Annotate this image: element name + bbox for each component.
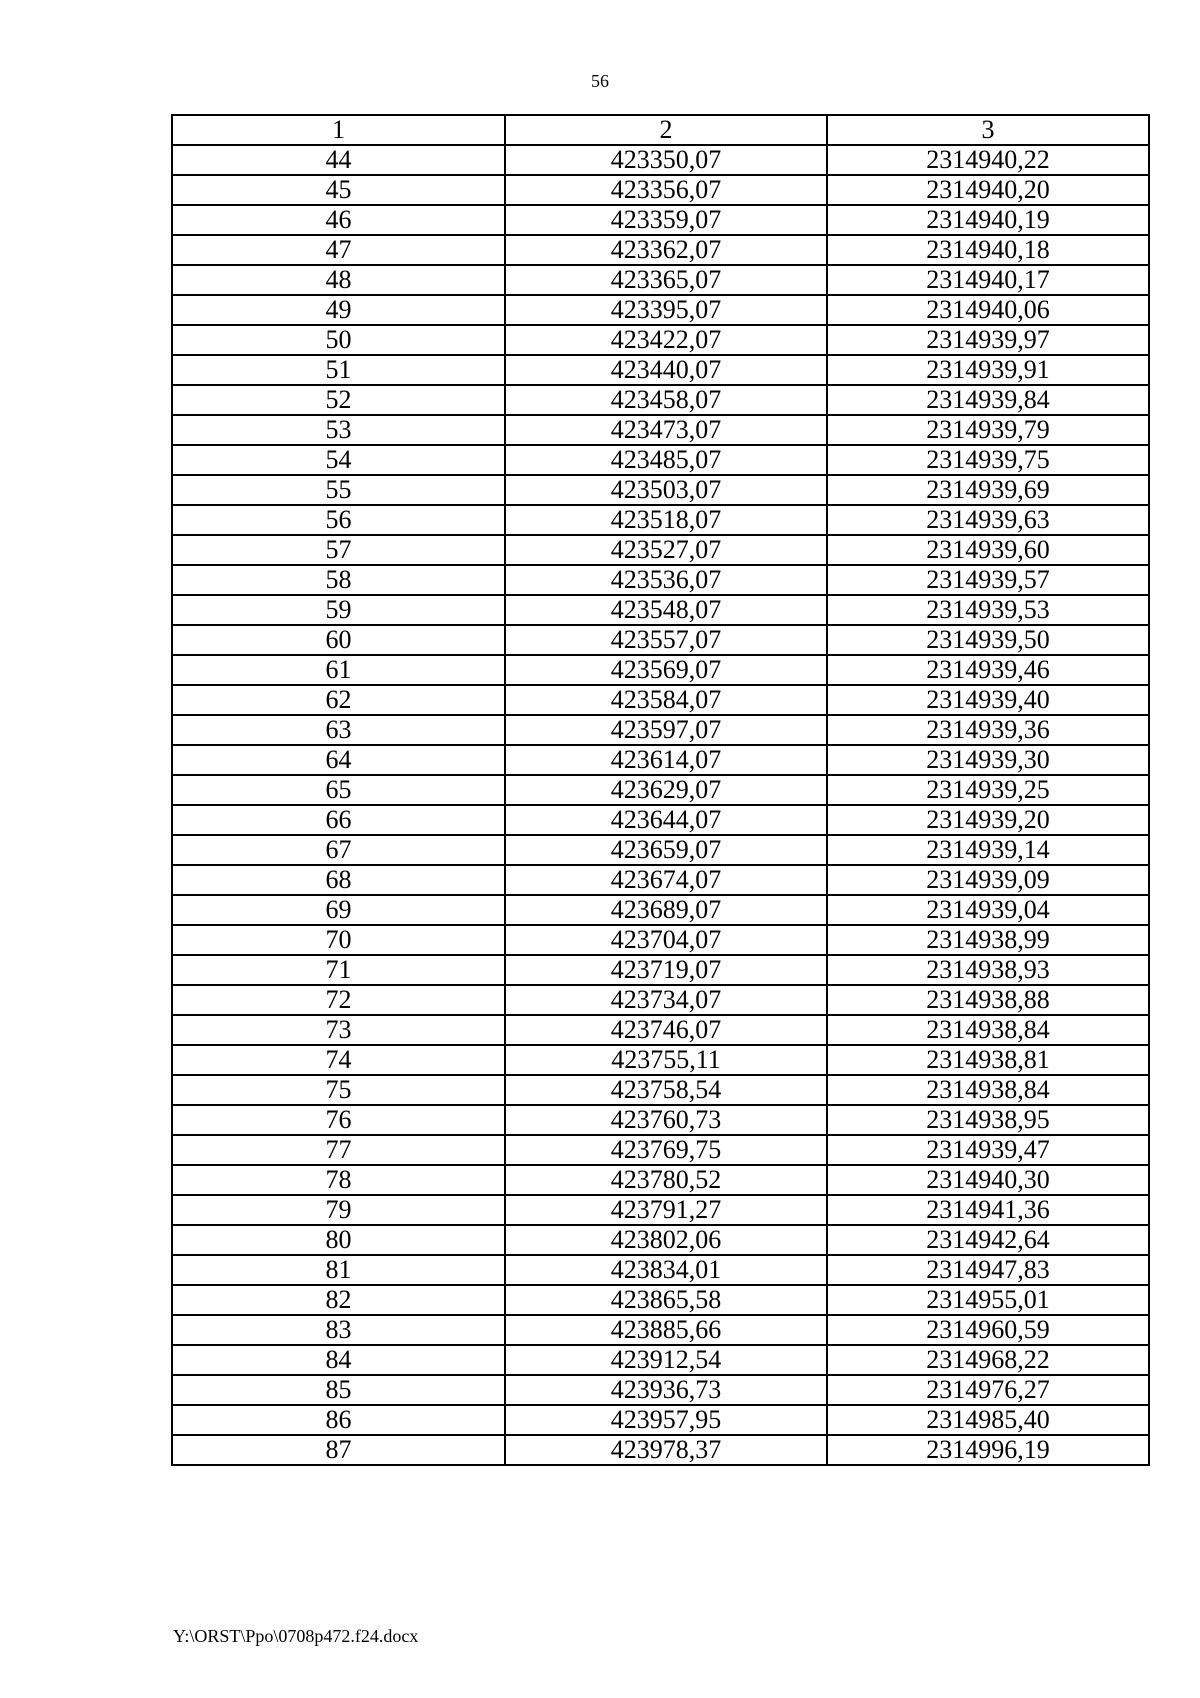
x-coordinate-cell: 423957,95 — [505, 1405, 827, 1435]
x-coordinate-cell: 423527,07 — [505, 535, 827, 565]
table-row — [172, 505, 1149, 535]
x-coordinate-cell: 423584,07 — [505, 685, 827, 715]
table-header-row — [172, 115, 1149, 145]
page-number: 56 — [591, 71, 609, 91]
point-number-cell: 46 — [172, 205, 505, 235]
y-coordinate-cell: 2314938,93 — [827, 955, 1149, 985]
x-coordinate-cell: 423614,07 — [505, 745, 827, 775]
point-number-cell: 76 — [172, 1105, 505, 1135]
x-coordinate-cell: 423674,07 — [505, 865, 827, 895]
x-coordinate-cell: 423485,07 — [505, 445, 827, 475]
y-coordinate-cell: 2314939,25 — [827, 775, 1149, 805]
point-number-cell: 65 — [172, 775, 505, 805]
point-number-cell: 77 — [172, 1135, 505, 1165]
point-number-cell: 50 — [172, 325, 505, 355]
x-coordinate-cell: 423734,07 — [505, 985, 827, 1015]
x-coordinate-cell: 423834,01 — [505, 1255, 827, 1285]
table-row — [172, 535, 1149, 565]
y-coordinate-cell: 2314940,30 — [827, 1165, 1149, 1195]
point-number-cell: 75 — [172, 1075, 505, 1105]
table-row — [172, 1405, 1149, 1435]
x-coordinate-cell: 423422,07 — [505, 325, 827, 355]
x-coordinate-cell: 423597,07 — [505, 715, 827, 745]
point-number-cell: 51 — [172, 355, 505, 385]
point-number-cell: 68 — [172, 865, 505, 895]
column-header-2: 2 — [505, 115, 827, 145]
y-coordinate-cell: 2314947,83 — [827, 1255, 1149, 1285]
y-coordinate-cell: 2314939,91 — [827, 355, 1149, 385]
x-coordinate-cell: 423704,07 — [505, 925, 827, 955]
column-header-1: 1 — [172, 115, 505, 145]
table-row — [172, 1075, 1149, 1105]
point-number-cell: 73 — [172, 1015, 505, 1045]
point-number-cell: 58 — [172, 565, 505, 595]
point-number-cell: 84 — [172, 1345, 505, 1375]
x-coordinate-cell: 423458,07 — [505, 385, 827, 415]
y-coordinate-cell: 2314941,36 — [827, 1195, 1149, 1225]
x-coordinate-cell: 423865,58 — [505, 1285, 827, 1315]
y-coordinate-cell: 2314939,30 — [827, 745, 1149, 775]
y-coordinate-cell: 2314939,50 — [827, 625, 1149, 655]
point-number-cell: 87 — [172, 1435, 505, 1465]
x-coordinate-cell: 423362,07 — [505, 235, 827, 265]
point-number-cell: 59 — [172, 595, 505, 625]
coordinates-table-body — [172, 115, 1149, 1465]
table-row — [172, 175, 1149, 205]
y-coordinate-cell: 2314939,53 — [827, 595, 1149, 625]
table-row — [172, 1135, 1149, 1165]
point-number-cell: 85 — [172, 1375, 505, 1405]
y-coordinate-cell: 2314939,79 — [827, 415, 1149, 445]
y-coordinate-cell: 2314939,14 — [827, 835, 1149, 865]
x-coordinate-cell: 423359,07 — [505, 205, 827, 235]
x-coordinate-cell: 423395,07 — [505, 295, 827, 325]
y-coordinate-cell: 2314985,40 — [827, 1405, 1149, 1435]
table-row — [172, 805, 1149, 835]
table-row — [172, 145, 1149, 175]
x-coordinate-cell: 423885,66 — [505, 1315, 827, 1345]
table-row — [172, 865, 1149, 895]
table-row — [172, 205, 1149, 235]
y-coordinate-cell: 2314939,75 — [827, 445, 1149, 475]
y-coordinate-cell: 2314940,18 — [827, 235, 1149, 265]
table-row — [172, 955, 1149, 985]
point-number-cell: 71 — [172, 955, 505, 985]
table-row — [172, 715, 1149, 745]
point-number-cell: 78 — [172, 1165, 505, 1195]
table-row — [172, 745, 1149, 775]
point-number-cell: 83 — [172, 1315, 505, 1345]
x-coordinate-cell: 423760,73 — [505, 1105, 827, 1135]
y-coordinate-cell: 2314996,19 — [827, 1435, 1149, 1465]
table-row — [172, 1375, 1149, 1405]
point-number-cell: 52 — [172, 385, 505, 415]
y-coordinate-cell: 2314939,40 — [827, 685, 1149, 715]
point-number-cell: 49 — [172, 295, 505, 325]
x-coordinate-cell: 423536,07 — [505, 565, 827, 595]
y-coordinate-cell: 2314939,04 — [827, 895, 1149, 925]
x-coordinate-cell: 423769,75 — [505, 1135, 827, 1165]
table-row — [172, 565, 1149, 595]
coordinates-table — [171, 114, 1150, 1466]
x-coordinate-cell: 423356,07 — [505, 175, 827, 205]
y-coordinate-cell: 2314939,69 — [827, 475, 1149, 505]
table-row — [172, 1195, 1149, 1225]
x-coordinate-cell: 423659,07 — [505, 835, 827, 865]
y-coordinate-cell: 2314939,20 — [827, 805, 1149, 835]
x-coordinate-cell: 423758,54 — [505, 1075, 827, 1105]
y-coordinate-cell: 2314960,59 — [827, 1315, 1149, 1345]
x-coordinate-cell: 423719,07 — [505, 955, 827, 985]
table-row — [172, 835, 1149, 865]
point-number-cell: 45 — [172, 175, 505, 205]
point-number-cell: 56 — [172, 505, 505, 535]
point-number-cell: 48 — [172, 265, 505, 295]
x-coordinate-cell: 423350,07 — [505, 145, 827, 175]
y-coordinate-cell: 2314955,01 — [827, 1285, 1149, 1315]
y-coordinate-cell: 2314938,95 — [827, 1105, 1149, 1135]
x-coordinate-cell: 423689,07 — [505, 895, 827, 925]
y-coordinate-cell: 2314940,17 — [827, 265, 1149, 295]
y-coordinate-cell: 2314940,19 — [827, 205, 1149, 235]
point-number-cell: 72 — [172, 985, 505, 1015]
table-row — [172, 985, 1149, 1015]
table-row — [172, 1345, 1149, 1375]
table-row — [172, 265, 1149, 295]
y-coordinate-cell: 2314940,22 — [827, 145, 1149, 175]
y-coordinate-cell: 2314939,36 — [827, 715, 1149, 745]
table-row — [172, 685, 1149, 715]
table-row — [172, 1435, 1149, 1465]
y-coordinate-cell: 2314938,99 — [827, 925, 1149, 955]
x-coordinate-cell: 423503,07 — [505, 475, 827, 505]
y-coordinate-cell: 2314939,60 — [827, 535, 1149, 565]
point-number-cell: 57 — [172, 535, 505, 565]
table-row — [172, 1165, 1149, 1195]
x-coordinate-cell: 423473,07 — [505, 415, 827, 445]
table-row — [172, 895, 1149, 925]
y-coordinate-cell: 2314939,97 — [827, 325, 1149, 355]
table-row — [172, 1225, 1149, 1255]
point-number-cell: 66 — [172, 805, 505, 835]
x-coordinate-cell: 423978,37 — [505, 1435, 827, 1465]
x-coordinate-cell: 423644,07 — [505, 805, 827, 835]
y-coordinate-cell: 2314938,81 — [827, 1045, 1149, 1075]
table-row — [172, 445, 1149, 475]
x-coordinate-cell: 423791,27 — [505, 1195, 827, 1225]
table-row — [172, 1015, 1149, 1045]
point-number-cell: 54 — [172, 445, 505, 475]
x-coordinate-cell: 423557,07 — [505, 625, 827, 655]
point-number-cell: 82 — [172, 1285, 505, 1315]
table-row — [172, 1045, 1149, 1075]
point-number-cell: 53 — [172, 415, 505, 445]
point-number-cell: 64 — [172, 745, 505, 775]
x-coordinate-cell: 423802,06 — [505, 1225, 827, 1255]
y-coordinate-cell: 2314940,20 — [827, 175, 1149, 205]
table-row — [172, 325, 1149, 355]
point-number-cell: 61 — [172, 655, 505, 685]
x-coordinate-cell: 423440,07 — [505, 355, 827, 385]
x-coordinate-cell: 423365,07 — [505, 265, 827, 295]
x-coordinate-cell: 423912,54 — [505, 1345, 827, 1375]
point-number-cell: 79 — [172, 1195, 505, 1225]
table-row — [172, 1105, 1149, 1135]
x-coordinate-cell: 423548,07 — [505, 595, 827, 625]
table-row — [172, 1255, 1149, 1285]
y-coordinate-cell: 2314938,84 — [827, 1075, 1149, 1105]
table-row — [172, 1285, 1149, 1315]
y-coordinate-cell: 2314940,06 — [827, 295, 1149, 325]
table-row — [172, 475, 1149, 505]
y-coordinate-cell: 2314939,63 — [827, 505, 1149, 535]
x-coordinate-cell: 423780,52 — [505, 1165, 827, 1195]
table-row — [172, 385, 1149, 415]
y-coordinate-cell: 2314938,84 — [827, 1015, 1149, 1045]
x-coordinate-cell: 423569,07 — [505, 655, 827, 685]
x-coordinate-cell: 423629,07 — [505, 775, 827, 805]
point-number-cell: 67 — [172, 835, 505, 865]
table-row — [172, 625, 1149, 655]
point-number-cell: 69 — [172, 895, 505, 925]
table-row — [172, 295, 1149, 325]
x-coordinate-cell: 423755,11 — [505, 1045, 827, 1075]
y-coordinate-cell: 2314976,27 — [827, 1375, 1149, 1405]
table-row — [172, 415, 1149, 445]
x-coordinate-cell: 423936,73 — [505, 1375, 827, 1405]
point-number-cell: 86 — [172, 1405, 505, 1435]
table-row — [172, 595, 1149, 625]
y-coordinate-cell: 2314968,22 — [827, 1345, 1149, 1375]
point-number-cell: 80 — [172, 1225, 505, 1255]
y-coordinate-cell: 2314939,09 — [827, 865, 1149, 895]
point-number-cell: 70 — [172, 925, 505, 955]
y-coordinate-cell: 2314939,46 — [827, 655, 1149, 685]
y-coordinate-cell: 2314939,47 — [827, 1135, 1149, 1165]
point-number-cell: 44 — [172, 145, 505, 175]
table-row — [172, 775, 1149, 805]
point-number-cell: 81 — [172, 1255, 505, 1285]
point-number-cell: 55 — [172, 475, 505, 505]
column-header-3: 3 — [827, 115, 1149, 145]
table-row — [172, 1315, 1149, 1345]
y-coordinate-cell: 2314942,64 — [827, 1225, 1149, 1255]
y-coordinate-cell: 2314939,57 — [827, 565, 1149, 595]
y-coordinate-cell: 2314939,84 — [827, 385, 1149, 415]
x-coordinate-cell: 423746,07 — [505, 1015, 827, 1045]
table-row — [172, 925, 1149, 955]
y-coordinate-cell: 2314938,88 — [827, 985, 1149, 1015]
point-number-cell: 74 — [172, 1045, 505, 1075]
point-number-cell: 60 — [172, 625, 505, 655]
x-coordinate-cell: 423518,07 — [505, 505, 827, 535]
table-row — [172, 655, 1149, 685]
table-row — [172, 355, 1149, 385]
point-number-cell: 47 — [172, 235, 505, 265]
point-number-cell: 63 — [172, 715, 505, 745]
table-row — [172, 235, 1149, 265]
footer-file-path: Y:\ORST\Ppo\0708p472.f24.docx — [173, 1626, 419, 1646]
point-number-cell: 62 — [172, 685, 505, 715]
